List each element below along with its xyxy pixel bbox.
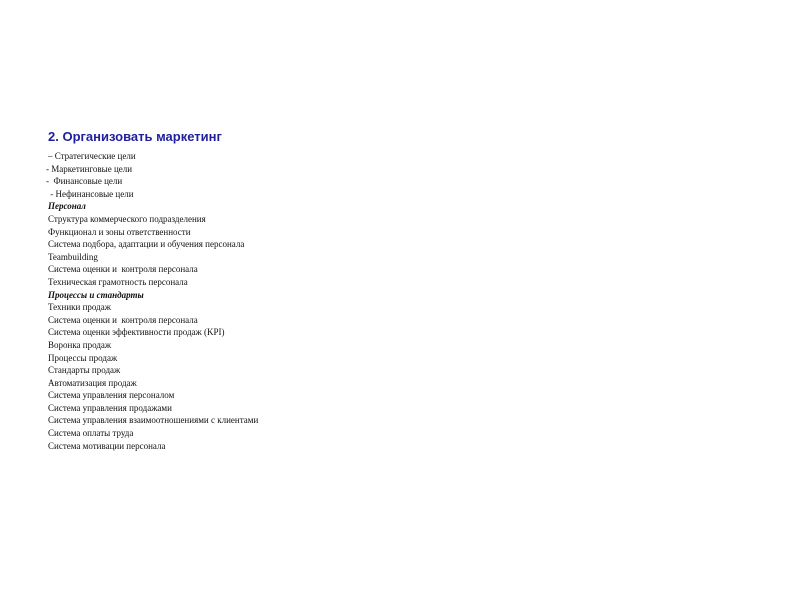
list-item: Система мотивации персонала xyxy=(48,440,166,451)
personnel-section xyxy=(48,200,748,288)
slide-content xyxy=(48,128,748,452)
list-item: Функционал и зоны ответственности xyxy=(48,226,191,237)
goal-item: - Нефинансовые цели xyxy=(48,188,134,199)
list-item: Система оценки и контроля персонала xyxy=(48,314,198,325)
list-item: Система оценки и контроля персонала xyxy=(48,264,198,275)
list-item: Процессы продаж xyxy=(48,352,118,363)
goal-item: – Стратегические цели xyxy=(48,151,136,161)
processes-section xyxy=(48,289,748,453)
section-title-personnel: Персонал xyxy=(48,201,86,212)
goals-list xyxy=(48,150,748,200)
goal-item: - Финансовые цели xyxy=(46,176,123,187)
section-title-processes: Процессы и стандарты xyxy=(48,289,144,300)
slide-heading: 2. Организовать маркетинг xyxy=(48,129,222,144)
goal-item: - Маркетинговые цели xyxy=(46,163,133,174)
list-item: Система управления продажами xyxy=(48,402,172,413)
list-item: Структура коммерческого подразделения xyxy=(48,213,206,224)
list-item: Воронка продаж xyxy=(48,339,112,350)
list-item: Система оценки эффективности продаж (KPI) xyxy=(48,327,225,338)
list-item: Стандарты продаж xyxy=(48,365,121,376)
list-item: Система оплаты труда xyxy=(48,428,134,439)
list-item: Teambuilding xyxy=(48,251,98,262)
list-item: Система управления персоналом xyxy=(48,390,175,401)
list-item: Автоматизация продаж xyxy=(48,377,137,388)
list-item: Система управления взаимоотношениями с клиентами xyxy=(48,415,259,426)
list-item: Техническая грамотность персонала xyxy=(48,276,188,287)
list-item: Система подбора, адаптации и обучения персонала xyxy=(48,239,245,250)
list-item: Техники продаж xyxy=(48,302,111,313)
